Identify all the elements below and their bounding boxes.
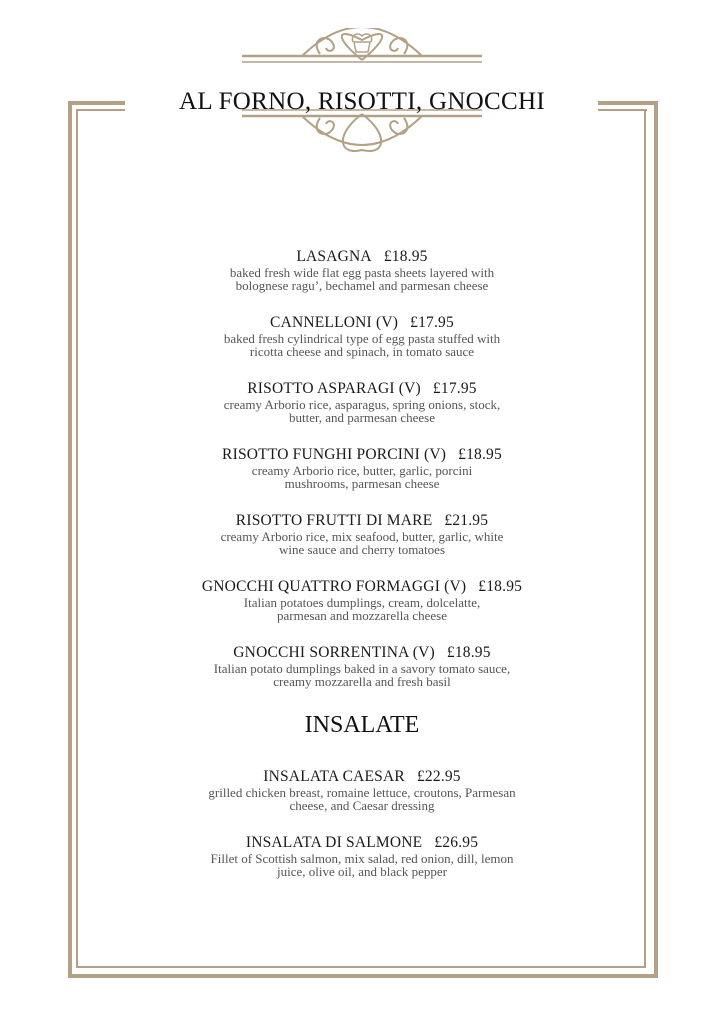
item-price: £18.95 [446,644,491,661]
item-description: Fillet of Scottish salmon, mix salad, red onion, dill, lemon [210,851,514,866]
menu-list [0,248,724,900]
item-name: CANNELLONI (V) [270,314,399,331]
menu-item [0,644,724,688]
item-name: GNOCCHI SORRENTINA (V) [233,644,435,661]
item-description: butter, and parmesan cheese [288,410,436,425]
menu-item [0,834,724,878]
item-price: £18.95 [383,248,428,265]
item-description: creamy mozzarella and fresh basil [273,674,451,689]
item-description: baked fresh cylindrical type of egg pasta stuffed with [223,331,501,346]
item-price: £18.95 [478,578,523,595]
item-name: GNOCCHI QUATTRO FORMAGGI (V) [201,578,467,595]
item-title [0,314,724,332]
item-title [0,446,724,464]
item-title [0,768,724,786]
item-name: INSALATA CAESAR [263,768,405,785]
menu-item [0,446,724,490]
item-description: creamy Arborio rice, butter, garlic, porcini [251,463,473,478]
item-description: mushrooms, parmesan cheese [284,476,440,491]
item-description: ricotta cheese and spinach, in tomato sauce [249,344,475,359]
item-description: juice, olive oil, and black pepper [276,864,448,879]
item-title [0,834,724,852]
item-description: baked fresh wide flat egg pasta sheets layered with [229,265,495,280]
menu-item [0,512,724,556]
item-title [0,512,724,530]
item-description: Italian potatoes dumplings, cream, dolcelatte, [243,595,481,610]
item-title [0,248,724,266]
menu-item [0,578,724,622]
item-name: RISOTTO FRUTTI DI MARE [235,512,433,529]
item-price: £26.95 [434,834,479,851]
page-title: AL FORNO, RISOTTI, GNOCCHI [179,88,545,115]
item-description: cheese, and Caesar dressing [289,798,435,813]
item-title [0,578,724,596]
item-price: £17.95 [410,314,454,331]
item-description: grilled chicken breast, romaine lettuce, croutons, Parmesan [208,785,516,800]
item-name: LASAGNA [296,248,372,265]
item-title [0,644,724,662]
item-description: creamy Arborio rice, asparagus, spring onions, stock, [223,397,501,412]
item-description: wine sauce and cherry tomatoes [278,542,446,557]
menu-item [0,314,724,358]
section-title: INSALATE [304,712,420,738]
item-name: RISOTTO FUNGHI PORCINI (V) [222,446,447,463]
item-name: RISOTTO ASPARAGI (V) [247,380,421,397]
item-price: £18.95 [458,446,502,463]
menu-item [0,768,724,812]
menu-item [0,248,724,292]
menu-item [0,380,724,424]
item-price: £21.95 [444,512,489,529]
item-description: creamy Arborio rice, mix seafood, butter, garlic, white [220,529,504,544]
item-price: £17.95 [432,380,477,397]
item-description: Italian potato dumplings baked in a savory tomato sauce, [213,661,511,676]
item-description: parmesan and mozzarella cheese [277,608,447,623]
item-title [0,380,724,398]
item-name: INSALATA DI SALMONE [245,834,423,851]
item-price: £22.95 [416,768,461,785]
item-description: bolognese ragu’, bechamel and parmesan cheese [235,278,489,293]
